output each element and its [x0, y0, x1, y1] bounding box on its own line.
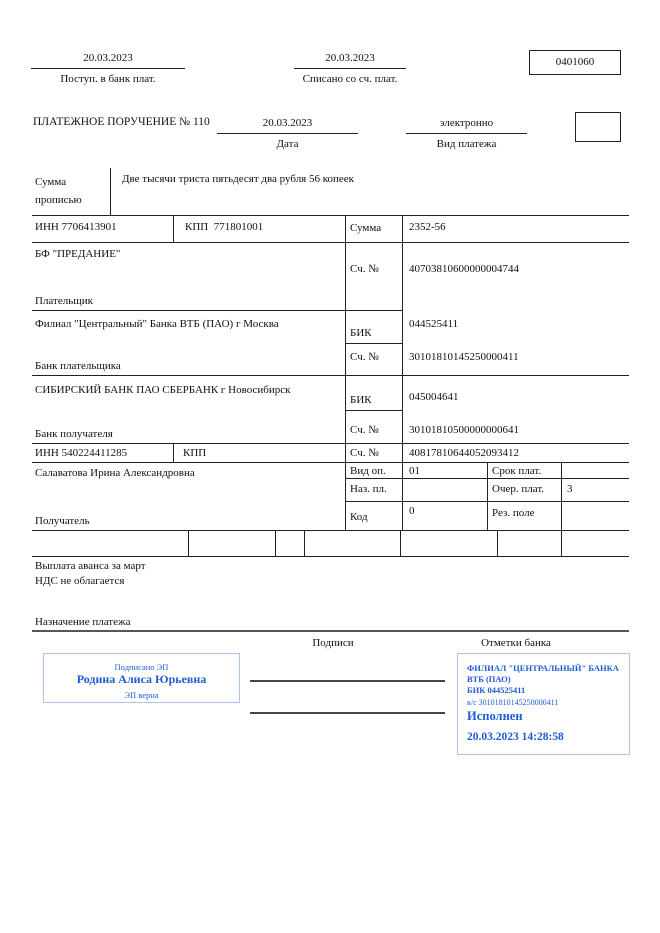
- code-value: 0: [409, 505, 415, 517]
- priority-label: Очер. плат.: [492, 483, 545, 495]
- bank-stamp-line-2: ВТБ (ПАО): [467, 674, 511, 684]
- signature-line: [250, 680, 445, 682]
- payer-account: 40703810600000004744: [409, 263, 519, 275]
- payment-kind: электронно: [439, 117, 494, 129]
- divider-line: [217, 133, 358, 134]
- debited-label: Списано со сч. плат.: [302, 73, 398, 85]
- form-code-box: [529, 50, 621, 75]
- payer-inn: ИНН 7706413901: [35, 221, 117, 233]
- grid-line: [173, 443, 174, 462]
- amount-words: Две тысячи триста пятьдесят два рубля 56 копеек: [122, 173, 355, 185]
- grid-line: [400, 530, 401, 556]
- signer-name: Родина Алиса Юрьевна: [76, 672, 207, 686]
- payer-bank-name: Филиал "Центральный" Банка ВТБ (ПАО) г Москва: [35, 318, 279, 330]
- grid-line: [561, 462, 562, 556]
- sum-value: 2352-56: [409, 221, 446, 233]
- priority-value: 3: [567, 483, 573, 495]
- payee-bank-bik: 045004641: [409, 391, 459, 403]
- payee-account-label: Сч. №: [350, 447, 379, 459]
- bank-stamp-line-1: ФИЛИАЛ "ЦЕНТРАЛЬНЫЙ" БАНКА: [467, 663, 619, 673]
- divider-line: [110, 168, 111, 215]
- grid-line: [304, 530, 305, 556]
- code-label: Код: [350, 511, 368, 523]
- payment-kind-label: Вид платежа: [436, 138, 497, 150]
- divider-line: [406, 133, 527, 134]
- grid-line: [32, 443, 629, 444]
- grid-line: [497, 530, 498, 556]
- grid-line: [188, 530, 189, 556]
- amount-words-label: Сумма прописью: [35, 176, 82, 206]
- grid-line: [173, 215, 174, 242]
- payer-account-label: Сч. №: [350, 263, 379, 275]
- signed-by-label: Подписано ЭП: [114, 662, 169, 672]
- payer-name: БФ "ПРЕДАНИЕ": [35, 248, 121, 260]
- due-date-label: Срок плат.: [492, 465, 542, 477]
- grid-line: [275, 530, 276, 556]
- debited-date: 20.03.2023: [325, 52, 375, 64]
- executed-datetime: 20.03.2023 14:28:58: [467, 731, 564, 743]
- sum-label: Сумма: [350, 222, 382, 234]
- grid-line: [487, 462, 488, 530]
- signature-stamp: [43, 653, 240, 703]
- payee-label: Получатель: [35, 515, 90, 527]
- form-code: 0401060: [555, 56, 595, 68]
- signature-line: [250, 712, 445, 714]
- reserve-label: Рез. поле: [492, 507, 535, 519]
- payee-bank-account: 30101810500000000641: [409, 424, 519, 436]
- divider-line: [32, 630, 629, 632]
- grid-line: [32, 242, 629, 243]
- payer-bank-label: Банк плательщика: [35, 360, 121, 372]
- payer-kpp: КПП 771801001: [185, 221, 264, 233]
- purpose-line-1: Выплата аванса за март: [35, 560, 146, 572]
- payer-label: Плательщик: [35, 295, 93, 307]
- payee-name: Салаватова Ирина Александровна: [35, 467, 195, 479]
- purpose-line-2: НДС не облагается: [35, 575, 125, 587]
- op-type-value: 01: [409, 465, 420, 477]
- signatures-label: Подписи: [312, 637, 354, 649]
- payee-kpp: КПП: [183, 447, 207, 459]
- divider-line: [31, 68, 185, 69]
- payer-bank-bik-label: БИК: [350, 327, 372, 339]
- divider-line: [294, 68, 406, 69]
- doc-date: 20.03.2023: [262, 117, 313, 129]
- payer-bank-account: 30101810145250000411: [409, 351, 519, 363]
- grid-line: [32, 310, 402, 311]
- payer-bank-bik: 044525411: [409, 318, 459, 330]
- grid-line: [32, 462, 629, 463]
- payee-bank-account-label: Сч. №: [350, 424, 379, 436]
- date-label: Дата: [276, 138, 299, 150]
- bank-stamp-line-3: БИК 044525411: [467, 685, 526, 695]
- payee-bank-bik-label: БИК: [350, 394, 372, 406]
- bank-marks-label: Отметки банка: [481, 637, 551, 649]
- grid-line: [345, 410, 402, 411]
- grid-line: [32, 215, 629, 216]
- grid-line: [32, 530, 629, 531]
- grid-line: [345, 215, 346, 530]
- executed-status: Исполнен: [467, 709, 523, 723]
- received-date: 20.03.2023: [83, 52, 133, 64]
- grid-line: [402, 215, 403, 530]
- doc-title: ПЛАТЕЖНОЕ ПОРУЧЕНИЕ № 110: [33, 116, 210, 128]
- grid-line: [345, 343, 402, 344]
- payee-bank-name: СИБИРСКИЙ БАНК ПАО СБЕРБАНК г Новосибирск: [35, 384, 291, 396]
- op-type-label: Вид оп.: [350, 465, 386, 477]
- signature-valid-label: ЭП верна: [124, 690, 159, 700]
- grid-line: [32, 375, 629, 376]
- payee-account: 40817810644052093412: [409, 447, 519, 459]
- received-label: Поступ. в банк плат.: [60, 73, 156, 85]
- bank-stamp: [457, 653, 630, 755]
- grid-line: [32, 556, 629, 557]
- payment-kind-box: [575, 112, 621, 142]
- purpose-label: Назначение платежа: [35, 616, 131, 628]
- bank-stamp-corr-account: к/с 30101810145250000411: [467, 698, 559, 707]
- payee-bank-label: Банк получателя: [35, 428, 113, 440]
- payment-name-label: Наз. пл.: [350, 483, 387, 495]
- payee-inn: ИНН 540224411285: [35, 447, 128, 459]
- payer-bank-account-label: Сч. №: [350, 351, 379, 363]
